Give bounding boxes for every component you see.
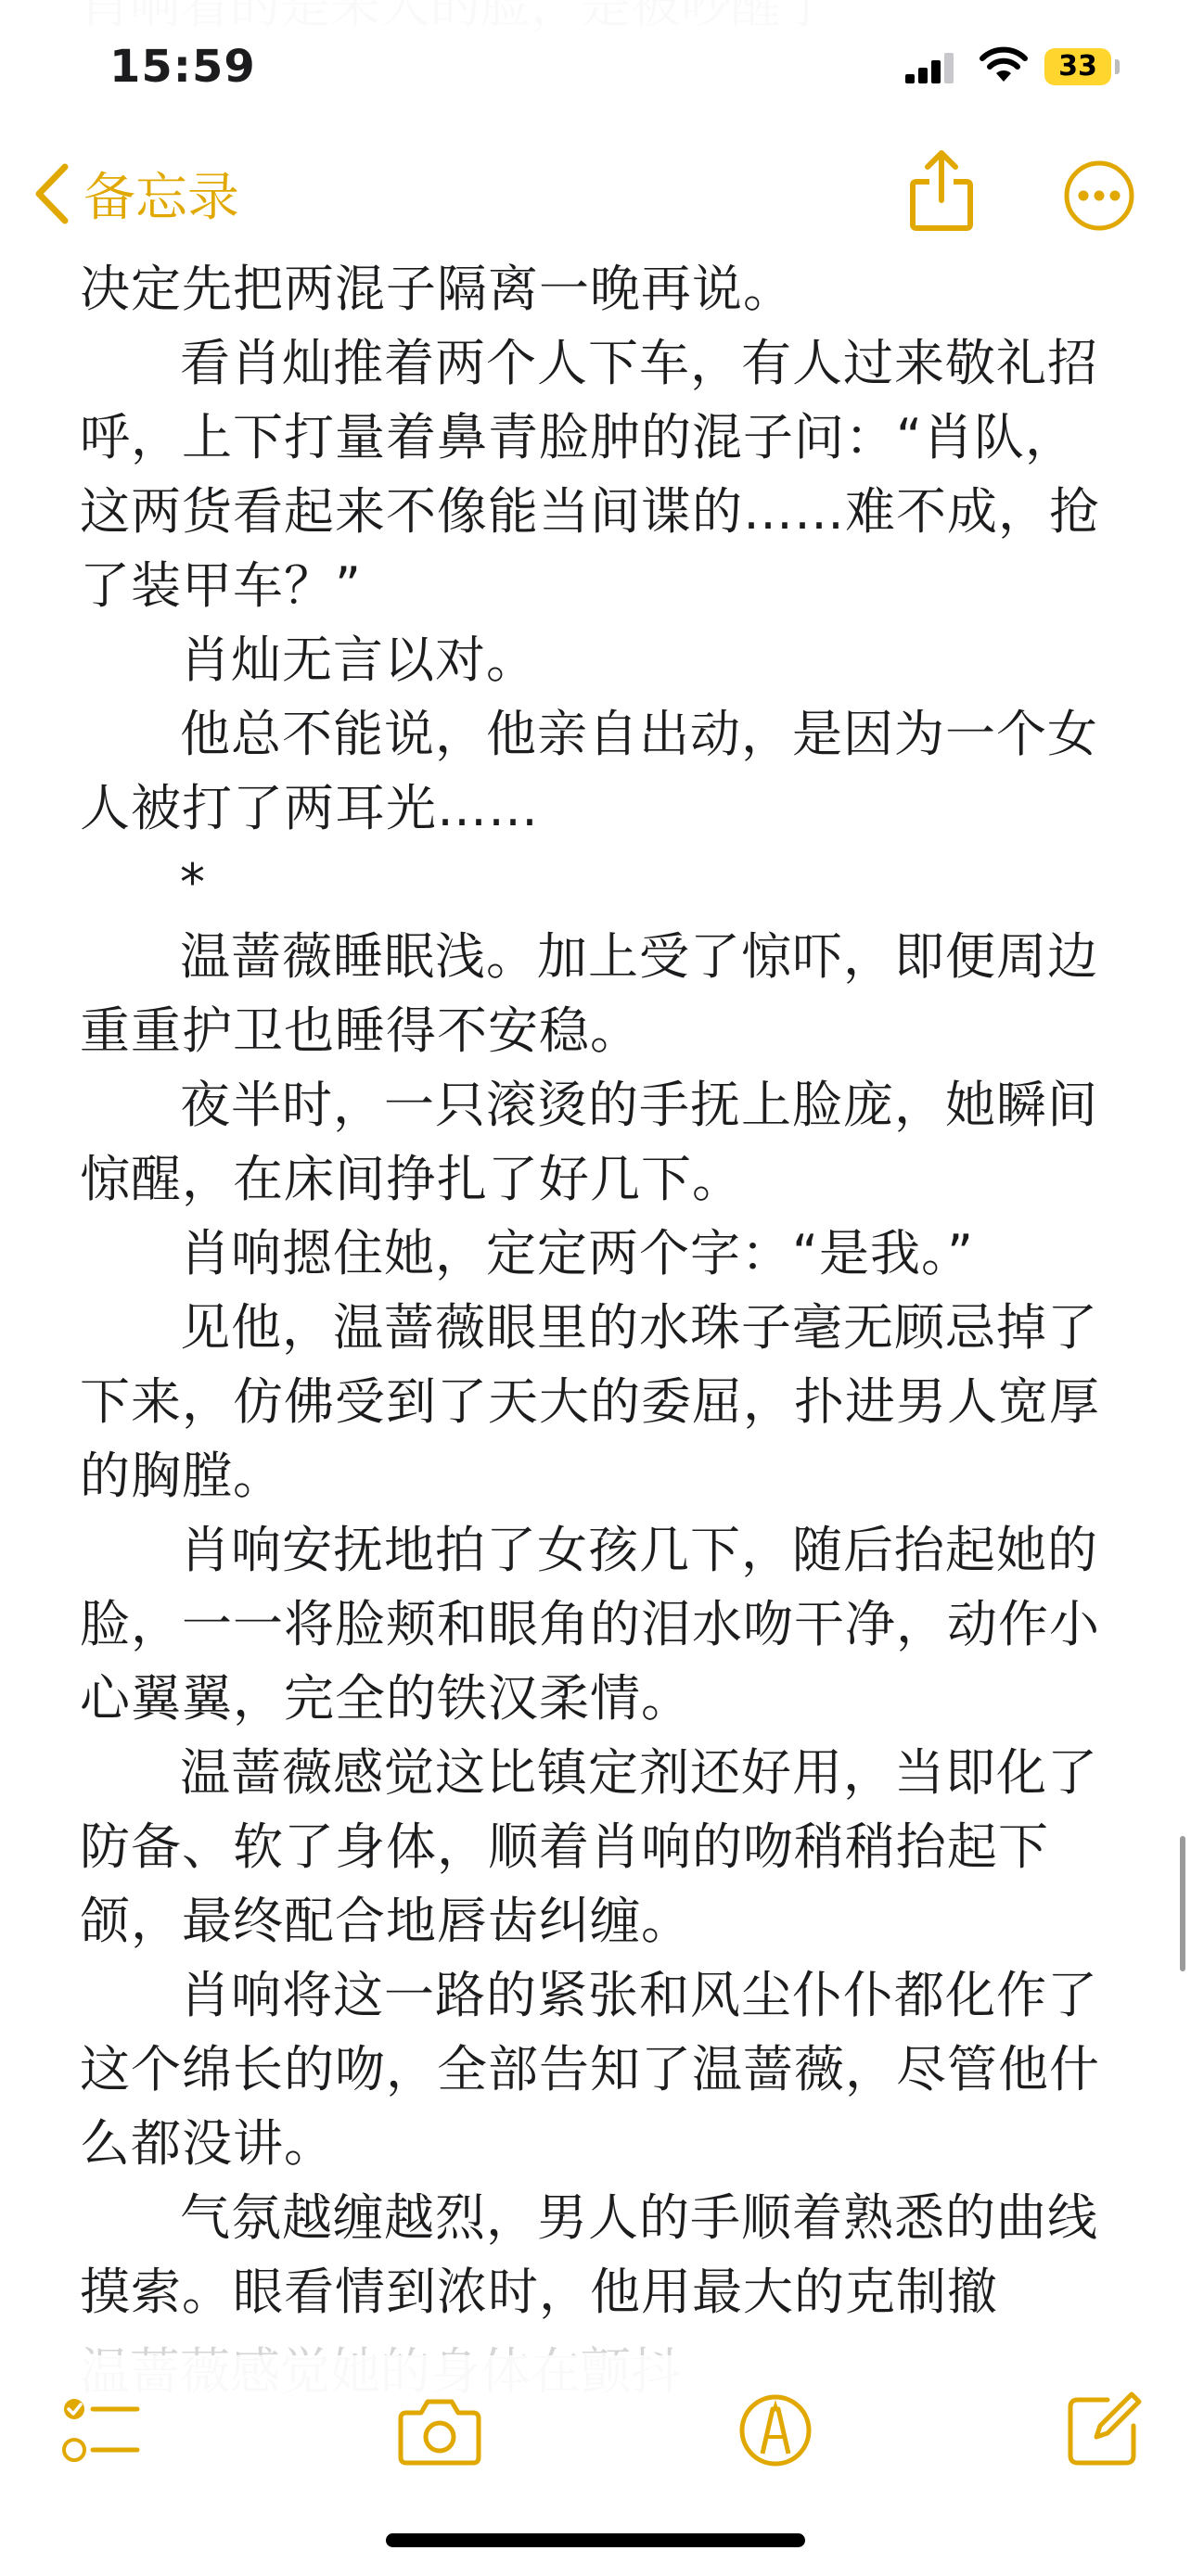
checklist-icon[interactable] <box>61 2394 141 2468</box>
more-icon[interactable] <box>1063 159 1135 232</box>
note-paragraph: 看肖灿推着两个人下车，有人过来敬礼招呼，上下打量着鼻青脸肿的混子问：“肖队，这两货看起来不像能当间谍的……难不成，抢了装甲车？” <box>80 334 1100 615</box>
note-paragraph: 气氛越缠越烈，男人的手顺着熟悉的曲线摸索。眼看情到浓时，他用最大的克制撤 <box>80 2188 1098 2321</box>
note-paragraph: 肖响将这一路的紧张和风尘仆仆都化作了这个绵长的吻，全部告知了温蔷薇，尽管他什么都没讲。 <box>80 1966 1100 2173</box>
note-paragraph: 夜半时，一只滚烫的手抚上脸庞，她瞬间惊醒，在床间挣扎了好几下。 <box>80 1076 1098 1208</box>
back-label: 备忘录 <box>83 168 239 228</box>
note-paragraph: 决定先把两混子隔离一晚再说。 <box>80 260 794 318</box>
navigation-bar <box>0 139 1191 250</box>
markup-icon[interactable] <box>738 2391 813 2470</box>
scrollbar[interactable] <box>1180 1836 1185 1971</box>
note-paragraph: 温蔷薇睡眠浅。加上受了惊吓，即便周边重重护卫也睡得不安稳。 <box>80 927 1098 1060</box>
compose-icon[interactable] <box>1065 2391 1143 2468</box>
chevron-left-icon <box>33 163 70 224</box>
home-indicator[interactable] <box>386 2533 805 2547</box>
status-bar <box>0 0 1191 139</box>
battery-level: 33 <box>1058 50 1097 83</box>
cellular-signal-icon <box>905 52 955 83</box>
status-time: 15:59 <box>109 41 256 93</box>
note-paragraph: 见他，温蔷薇眼里的水珠子毫无顾忌掉了下来，仿佛受到了天大的委屈，扑进男人宽厚的胸膛。 <box>80 1298 1100 1505</box>
note-paragraph: 肖灿无言以对。 <box>180 631 537 689</box>
share-icon[interactable] <box>907 148 976 232</box>
battery-icon <box>1044 48 1122 85</box>
note-paragraph: 温蔷薇感觉这比镇定剂还好用，当即化了防备、软了身体，顺着肖响的吻稍稍抬起下颌，最终配合地唇齿纠缠。 <box>80 1743 1098 1950</box>
note-paragraph: 肖响摁住她，定定两个字：“是我。” <box>180 1224 974 1282</box>
note-paragraph: 他总不能说，他亲自出动，是因为一个女人被打了两耳光…… <box>80 705 1098 837</box>
back-button[interactable] <box>33 152 239 236</box>
wifi-icon <box>980 46 1028 83</box>
note-body[interactable] <box>80 252 1119 2329</box>
camera-icon[interactable] <box>397 2396 482 2467</box>
note-paragraph: * <box>180 853 206 912</box>
note-paragraph: 肖响安抚地拍了女孩几下，随后抬起她的脸，一一将脸颊和眼角的泪水吻干净，动作小心翼翼，完全的铁汉柔情。 <box>80 1521 1100 1728</box>
